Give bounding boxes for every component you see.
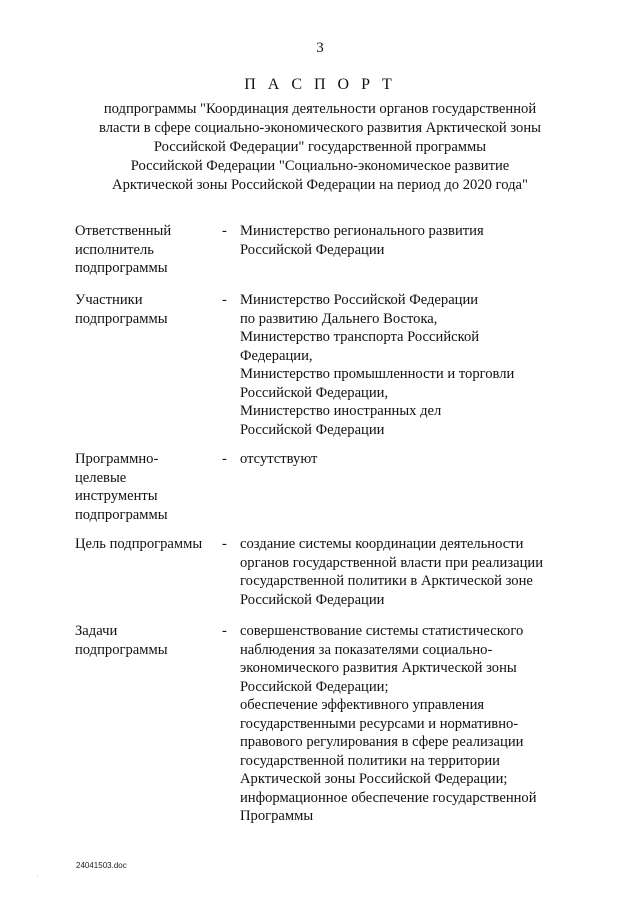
row-label <box>75 622 215 659</box>
row-value-line: Российской Федерации; <box>240 678 389 695</box>
row-value-line: создание системы координации деятельности <box>240 536 524 552</box>
row-value-line: совершенствование системы статистического <box>240 623 524 639</box>
row-value-line: экономического развития Арктической зоны <box>240 660 517 676</box>
row-value-line: Российской Федерации <box>240 241 385 258</box>
row-label <box>75 535 215 554</box>
row-label <box>75 450 215 524</box>
row-value-line: государственной политики в Арктической зоне <box>240 573 533 589</box>
row-label-line: Цель подпрограммы <box>75 536 203 552</box>
row-value-line: Министерство Российской Федерации <box>240 292 479 308</box>
row-dash: - <box>222 451 227 467</box>
row-label-line: подпрограммы <box>75 506 168 523</box>
row-value-line: Российской Федерации <box>240 591 385 608</box>
row-label-line: инструменты <box>75 488 158 504</box>
row-value-line: Российской Федерации <box>240 421 385 438</box>
row-label-line: подпрограммы <box>75 310 168 327</box>
row-value <box>240 535 580 609</box>
row-dash: - <box>222 223 227 239</box>
row-dash: - <box>222 623 227 639</box>
row-value-line: Арктической зоны Российской Федерации; <box>240 771 508 787</box>
page-number: 3 <box>316 40 324 56</box>
row-value-line: информационное обеспечение государственной <box>240 789 537 806</box>
row-value-line: Министерство регионального развития <box>240 223 484 239</box>
row-value <box>240 291 580 439</box>
row-label-line: Программно- <box>75 451 159 467</box>
subtitle-line: власти в сфере социально-экономического развития Арктической зоны <box>99 120 541 136</box>
row-value-line: отсутствуют <box>240 451 318 467</box>
document-subtitle <box>40 100 600 195</box>
row-label-line: Задачи <box>75 623 118 639</box>
row-value <box>240 450 580 469</box>
margin-mark: . <box>37 872 39 878</box>
row-value-line: государственной политики на территории <box>240 752 500 769</box>
row-dash: - <box>222 536 227 552</box>
row-label <box>75 291 215 328</box>
row-value-line: обеспечение эффективного управления <box>240 697 485 713</box>
document-title: П А С П О Р Т <box>244 76 396 93</box>
row-value-line: правового регулирования в сфере реализации <box>240 734 524 750</box>
row-label-line: целевые <box>75 469 127 486</box>
row-value-line: наблюдения за показателями социально- <box>240 641 493 658</box>
row-value <box>240 622 580 826</box>
subtitle-line: подпрограммы "Координация деятельности органов государственной <box>103 101 537 117</box>
row-label-line: подпрограммы <box>75 641 168 658</box>
subtitle-line: Арктической зоны Российской Федерации на период до 2020 года" <box>112 177 528 193</box>
row-value <box>240 222 580 259</box>
row-label-line: подпрограммы <box>75 260 168 276</box>
row-value-line: Министерство промышленности и торговли <box>240 366 515 382</box>
row-value-line: Российской Федерации, <box>240 384 389 401</box>
row-label-line: Ответственный <box>75 223 172 239</box>
subtitle-line: Российской Федерации "Социально-экономическое развитие <box>130 158 510 174</box>
row-value-line: Федерации, <box>240 347 313 364</box>
row-value-line: Министерство транспорта Российской <box>240 329 480 345</box>
row-value-line: Министерство иностранных дел <box>240 403 442 419</box>
row-value-line: Программы <box>240 808 314 824</box>
row-label-line: исполнитель <box>75 241 154 258</box>
row-value-line: по развитию Дальнего Востока, <box>240 310 438 327</box>
row-label <box>75 222 215 278</box>
footer-filename: 24041503.doc <box>76 861 127 870</box>
row-dash: - <box>222 292 227 308</box>
row-value-line: органов государственной власти при реализации <box>240 554 544 571</box>
row-value-line: государственными ресурсами и нормативно- <box>240 715 519 732</box>
subtitle-line: Российской Федерации" государственной программы <box>153 139 487 155</box>
row-label-line: Участники <box>75 292 143 308</box>
